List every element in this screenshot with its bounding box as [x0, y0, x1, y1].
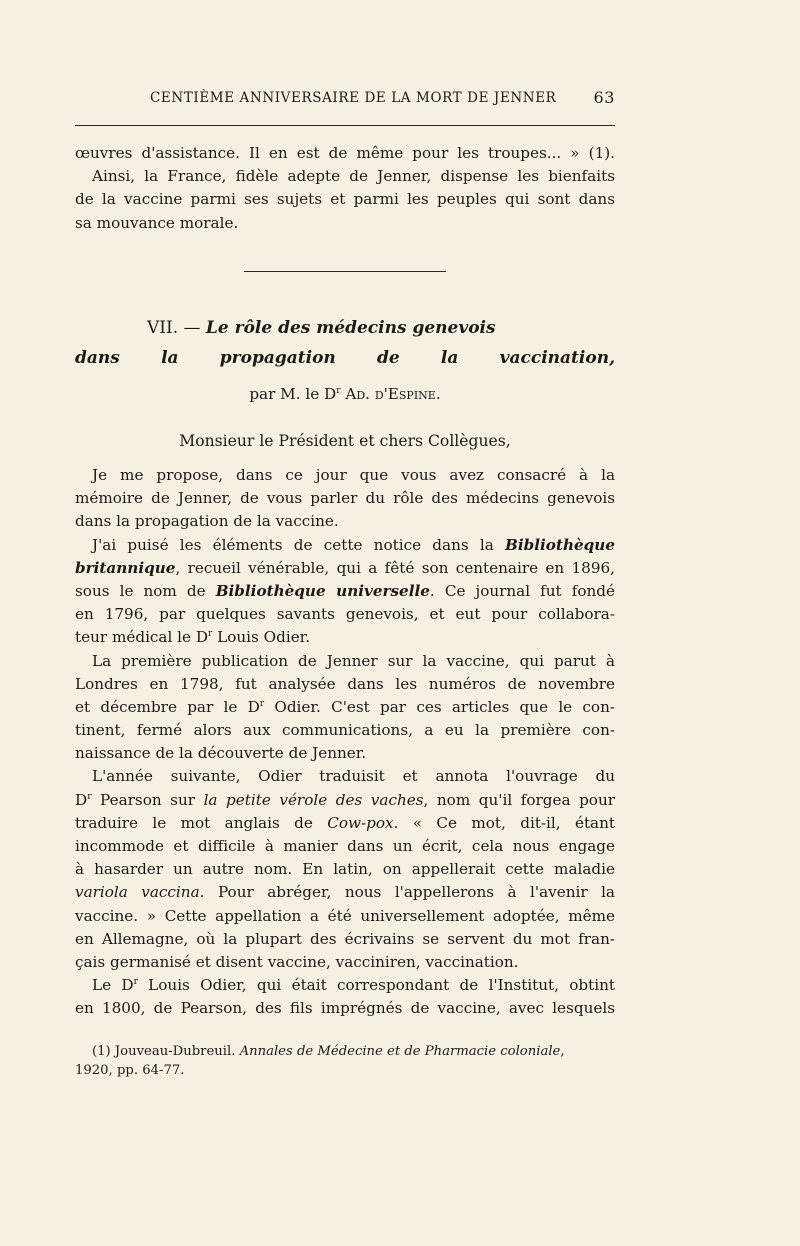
section-heading: [75, 313, 615, 373]
text-line: J'ai puisé les éléments de cette notice dans la Bibliothèque: [92, 535, 615, 554]
main-text: [75, 464, 615, 1021]
text-line: œuvres d'assistance. Il en est de même pour les troupes... » (1).: [75, 144, 615, 162]
text-line: britannique, recueil vénérable, qui a fêté son centenaire en 1896,: [75, 558, 615, 577]
text-line: Je me propose, dans ce jour que vous avez consacré à la: [92, 466, 615, 484]
text-line: naissance de la découverte de Jenner.: [75, 744, 367, 763]
text-line: mémoire de Jenner, de vous parler du rôle des médecins genevois: [75, 489, 615, 508]
page-number: 63: [593, 88, 615, 107]
text-line: L'année suivante, Odier traduisit et annota l'ouvrage du: [92, 767, 615, 786]
journal-title: britannique: [75, 558, 176, 577]
section-heading-line: [75, 313, 615, 343]
text-line: variola vaccina. Pour abréger, nous l'appellerons à l'avenir la: [75, 883, 615, 902]
running-title: CENTIÈME ANNIVERSAIRE DE LA MORT DE JENNER: [150, 90, 557, 106]
text-line: incommode et difficile à manier dans un écrit, cela nous engage: [75, 837, 615, 855]
text-line: vaccine. » Cette appellation a été universellement adoptée, même: [75, 906, 615, 925]
text-line: $D^r$ Pearson sur la petite vérole des vaches, nom qu'il forgea pour: [75, 790, 615, 809]
header-rule: [75, 125, 615, 126]
text-line: dans la propagation de la vaccine.: [75, 512, 339, 531]
footnote: [75, 1042, 615, 1080]
section-separator-rule: [244, 271, 446, 272]
text-line: sa mouvance morale.: [75, 213, 239, 232]
byline-sup: r: [336, 386, 341, 396]
byline-prefix: par M. le D: [249, 385, 337, 403]
footnote-line: 1920, pp. 64-77.: [75, 1063, 185, 1078]
footnote-line: (1) Jouveau-Dubreuil. Annales de Médecine et de Pharmacie coloniale,: [92, 1044, 565, 1059]
text-line: à hasarder un autre nom. En latin, on appellerait cette maladie: [75, 860, 615, 879]
text-line: çais germanisé et disent vaccine, vacciniren, vaccination.: [75, 952, 519, 971]
text-line: Londres en 1798, fut analysée dans les numéros de novembre: [75, 674, 615, 693]
section-number: VII. —: [147, 318, 201, 338]
author-byline: [0, 385, 690, 403]
salutation: Monsieur le Président et chers Collègues,: [179, 432, 511, 450]
author-name: Ad. d'Espine.: [345, 385, 441, 403]
text-line: et décembre par le $D^r$ Odier. C'est par ces articles que le con-: [75, 697, 615, 716]
text-line: traduire le mot anglais de Cow-pox. « Ce mot, dit-il, étant: [75, 813, 615, 832]
section-title-part1: Le rôle des médecins genevois: [205, 318, 496, 338]
text-line: en Allemagne, où la plupart des écrivains se servent du mot fran-: [75, 929, 615, 948]
previous-section-ending: [75, 142, 615, 235]
text-line: Ainsi, la France, fidèle adepte de Jenner, dispense les bienfaits: [92, 167, 615, 186]
section-title-part2: dans la propagation de la vaccination,: [75, 348, 615, 368]
text-line: de la vaccine parmi ses sujets et parmi les peuples qui sont dans: [75, 190, 615, 209]
text-line: sous le nom de Bibliothèque universelle. Ce journal fut fondé: [75, 581, 615, 600]
text-line: La première publication de Jenner sur la vaccine, qui parut à: [92, 651, 615, 670]
journal-title: Bibliothèque: [505, 535, 615, 554]
text-line: tinent, fermé alors aux communications, a eu la première con-: [75, 721, 615, 740]
text-line: teur médical le $D^r$ Louis Odier.: [75, 628, 311, 647]
journal-title: Bibliothèque universelle: [215, 581, 430, 600]
text-line: en 1800, de Pearson, des fils imprégnés de vaccine, avec lesquels: [75, 999, 615, 1018]
text-line: en 1796, par quelques savants genevois, et eut pour collabora-: [75, 605, 615, 624]
text-line: Le $D^r$ Louis Odier, qui était correspondant de l'Institut, obtint: [92, 976, 615, 995]
